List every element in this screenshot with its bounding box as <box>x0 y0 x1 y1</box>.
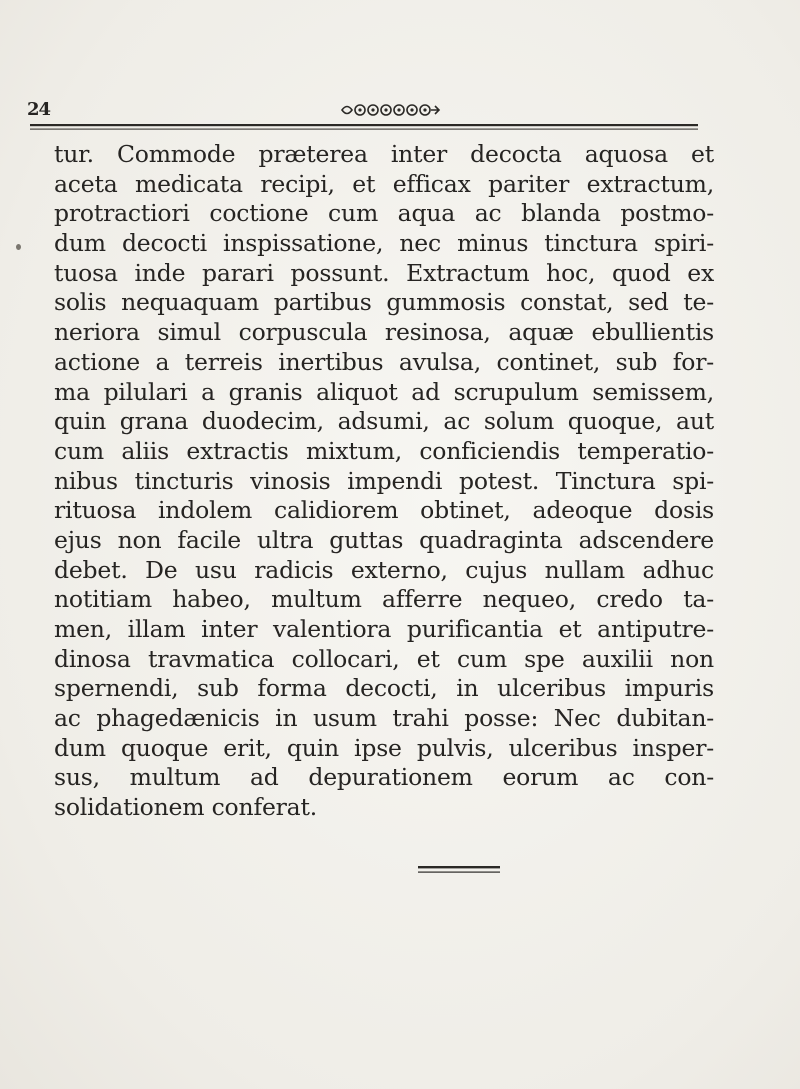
text-line: actione a terreis inertibus avulsa, continet, sub for- <box>54 347 714 376</box>
text-line: spernendi, sub forma decocti, in ulceribus impuris <box>54 674 714 703</box>
text-line: ejus non facile ultra guttas quadraginta adscendere <box>54 525 714 554</box>
text-line: aceta medicata recipi, et efficax pariter extractum, <box>54 169 714 198</box>
page-number: 24 <box>27 99 51 120</box>
text-line: nibus tincturis vinosis impendi potest. Tinctura spi- <box>54 466 714 495</box>
text-line: ma pilulari a granis aliquot ad scrupulum semissem, <box>54 377 714 406</box>
text-line: tuosa inde parari possunt. Extractum hoc, quod ex <box>54 258 714 287</box>
ink-speck <box>16 244 21 250</box>
text-line: protractiori coctione cum aqua ac blanda postmo- <box>54 199 714 228</box>
text-line: dum decocti inspissatione, nec minus tinctura spiri- <box>54 229 714 258</box>
header-ornament <box>338 102 442 118</box>
text-line: neriora simul corpuscula resinosa, aquæ ebullientis <box>54 318 714 347</box>
text-line: sus, multum ad depurationem eorum ac con- <box>54 763 714 792</box>
text-line: notitiam habeo, multum afferre nequeo, credo ta- <box>54 585 714 614</box>
header-rule <box>30 124 698 132</box>
text-line: debet. De usu radicis externo, cujus nullam adhuc <box>54 555 714 584</box>
text-line: men, illam inter valentiora purificantia et antiputre- <box>54 615 714 643</box>
text-line: solidationem conferat. <box>54 793 318 822</box>
text-line: rituosa indolem calidiorem obtinet, adeoque dosis <box>54 496 714 525</box>
body-text <box>54 140 714 823</box>
text-line: tur. Commode præterea inter decocta aquosa et <box>54 140 714 168</box>
text-line: ac phagedænicis in usum trahi posse: Nec dubitan- <box>54 704 714 733</box>
text-line: solis nequaquam partibus gummosis constat, sed te- <box>54 288 714 317</box>
text-line: quin grana duodecim, adsumi, ac solum quoque, aut <box>54 407 714 436</box>
text-line: cum aliis extractis mixtum, conficiendis temperatio- <box>54 436 714 465</box>
footer-rule <box>418 866 500 876</box>
text-line: dinosa travmatica collocari, et cum spe auxilii non <box>54 644 714 673</box>
text-line: dum quoque erit, quin ipse pulvis, ulceribus insper- <box>54 733 714 762</box>
